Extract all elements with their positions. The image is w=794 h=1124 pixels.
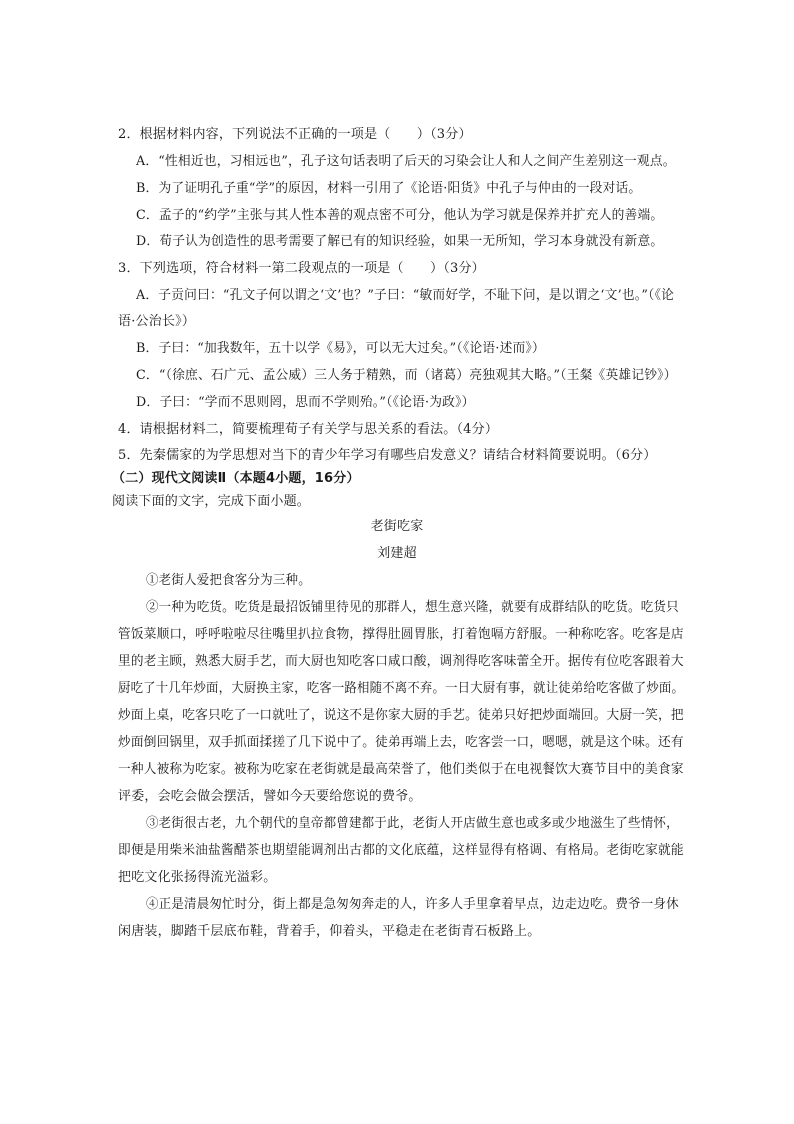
paragraph-4-line: 闲唐装，脚踏千层底布鞋，背着手，仰着头，平稳走在老街青石板路上。 xyxy=(118,924,541,939)
paragraph-2-line: 评委，会吃会做会摆活，譬如今天要给您说的费爷。 xyxy=(118,789,422,804)
q3-stem: 3．下列选项，符合材料一第二段观点的一项是（ ）（3分） xyxy=(118,261,485,276)
q2-stem: 2．根据材料内容，下列说法不正确的一项是（ ）（3分） xyxy=(118,127,472,142)
q2-option-c: C．孟子的“约学”主张与其人性本善的观点密不可分，他认为学习就是保养并扩充人的善端。 xyxy=(136,208,664,223)
paragraph-2-line: 炒面上桌，吃客只吃了一口就吐了，说这不是你家大厨的手艺。徒弟只好把炒面端回。大厨一笑，把 xyxy=(118,708,684,723)
paragraph-2-line: 管饭菜顺口，呼呼啦啦尽往嘴里扒拉食物，撑得肚圆胃胀，打着饱嗝方舒服。一种称吃客。吃客是店 xyxy=(118,627,684,642)
section-heading: （二）现代文阅读Ⅱ（本题4小题，16分） xyxy=(112,471,360,486)
paragraph-3-line: 即便是用柴米油盐酱醋茶也期望能调剂出古都的文化底蕴，这样显得有格调、有格局。老街吃家就能 xyxy=(118,843,684,858)
paragraph-1: ①老街人爱把食客分为三种。 xyxy=(146,573,311,588)
q2-option-a: A．“性相近也，习相远也”，孔子这句话表明了后天的习染会让人和人之间产生差别这一观点。 xyxy=(136,154,676,169)
paragraph-2-line: ②一种为吃货。吃货是最招饭铺里待见的那群人，想生意兴隆，就要有成群结队的吃货。吃货只 xyxy=(146,600,679,615)
paragraph-2-line: 里的老主顾，熟悉大厨手艺，而大厨也知吃客口咸口酸，调剂得吃客味蕾全开。据传有位吃客跟着大 xyxy=(118,654,684,669)
q2-option-b: B．为了证明孔子重“学”的原因，材料一引用了《论语·阳货》中孔子与仲由的一段对话。 xyxy=(136,181,642,196)
q4-stem: 4．请根据材料二，简要梳理荀子有关学与思关系的看法。（4分） xyxy=(118,422,499,437)
q2-option-d: D．荀子认为创造性的思考需要了解已有的知识经验，如果一无所知，学习本身就没有新意。 xyxy=(136,234,664,249)
q3-option-b: B．子曰：“加我数年，五十以学《易》，可以无大过矣。”（《论语·述而》） xyxy=(136,341,545,356)
article-author: 刘建超 xyxy=(377,546,417,561)
paragraph-3-line: 把吃文化张扬得流光溢彩。 xyxy=(118,870,277,885)
q5-stem: 5．先秦儒家的为学思想对当下的青少年学习有哪些启发意义？请结合材料简要说明。（6分） xyxy=(118,448,657,463)
paragraph-2-line: 一种人被称为吃家。被称为吃家在老街就是最高荣誉了，他们类似于在电视餐饮大赛节目中的美食家 xyxy=(118,762,684,777)
paragraph-4-line: ④正是清晨匆忙时分，街上都是急匆匆奔走的人，许多人手里拿着早点，边走边吃。费爷一身休 xyxy=(146,897,679,912)
q3-option-c: C．“（徐庶、石广元、孟公威）三人务于精熟，而（诸葛）亮独观其大略。”（王粲《英雄记钞》） xyxy=(136,368,677,383)
q3-option-d: D．子曰：“学而不思则罔，思而不学则殆。”（《论语·为政》） xyxy=(136,395,475,410)
article-title: 老街吃家 xyxy=(370,519,424,534)
q3-option-a-line2: 语·公治长》） xyxy=(118,314,196,329)
paragraph-3-line: ③老街很古老，九个朝代的皇帝都曾建都于此，老街人开店做生意也或多或少地滋生了些情怀， xyxy=(146,816,679,831)
paragraph-2-line: 厨吃了十几年炒面，大厨换主家，吃客一路相随不离不弃。一日大厨有事，就让徒弟给吃客做了炒面。 xyxy=(118,681,685,696)
q3-option-a-line1: A．子贡问曰：“孔文子何以谓之‘文’也？”子曰：“敏而好学，不耻下问，是以谓之‘文’也。”（《论 xyxy=(136,288,675,303)
section-instruction: 阅读下面的文字，完成下面小题。 xyxy=(112,494,311,509)
paragraph-2-line: 炒面倒回锅里，双手抓面揉搓了几下说中了。徒弟再端上去，吃客尝一口，嗯嗯，就是这个味。还有 xyxy=(118,735,684,750)
